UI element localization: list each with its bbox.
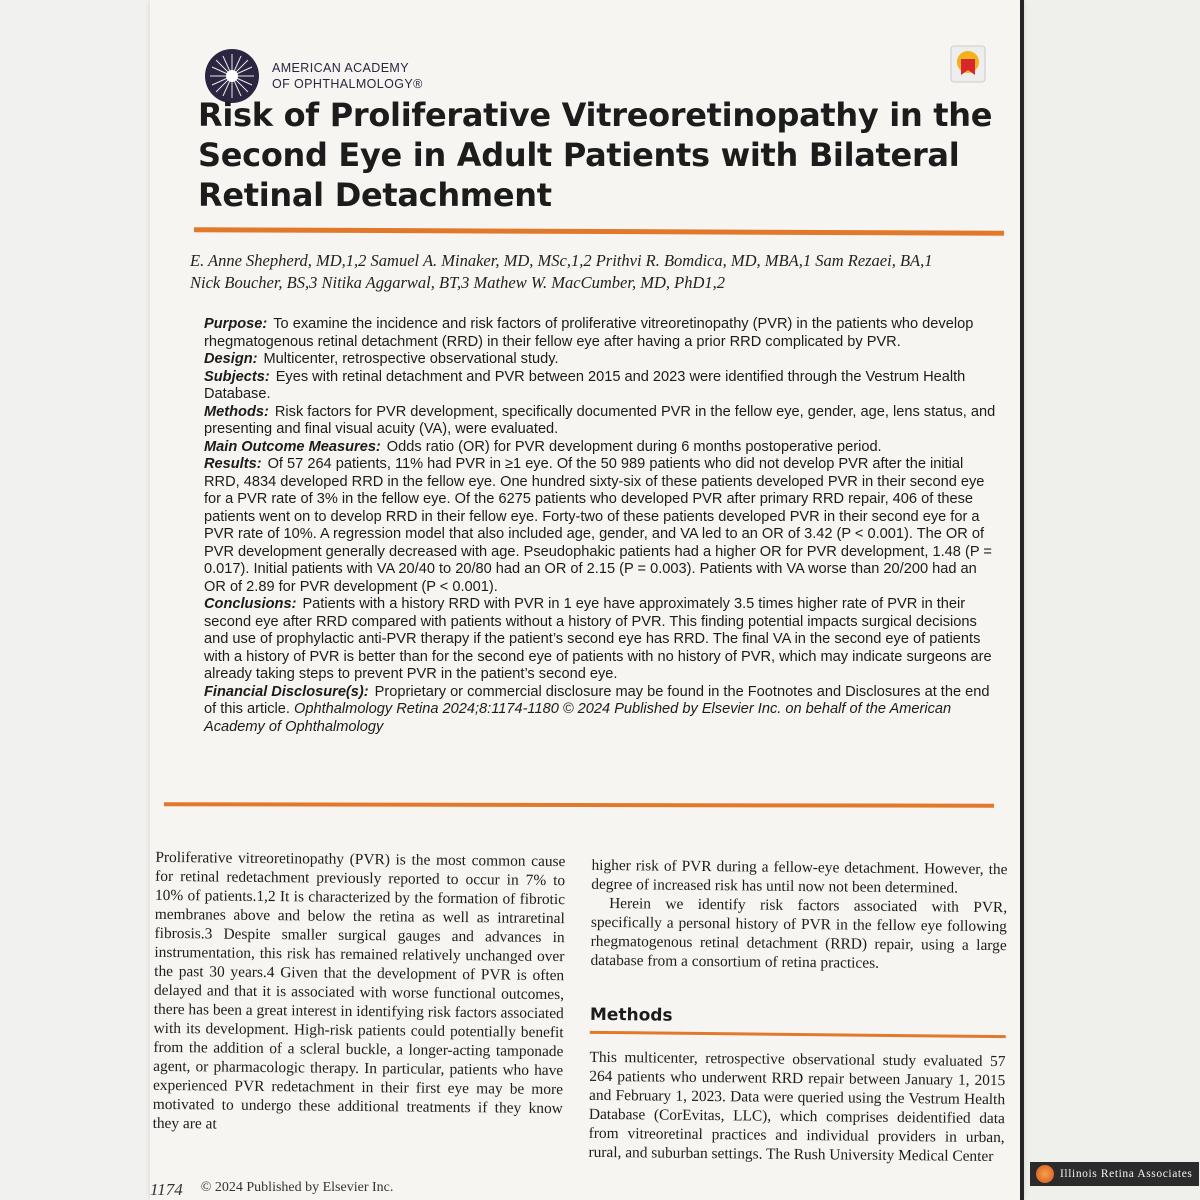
authors-line2: Nick Boucher, BS,3 Nitika Aggarwal, BT,3 Mathew W. MacCumber, MD, PhD1,2 [190,273,725,292]
methods-label: Methods: [204,403,269,420]
authors-line1: E. Anne Shepherd, MD,1,2 Samuel A. Minaker, MD, MSc,1,2 Prithvi R. Bomdica, MD, MBA,1 Sam Rezaei, BA,1 [190,251,933,270]
watermark-label: Illinois Retina Associates [1060,1168,1193,1180]
aao-name [272,60,423,92]
adjacent-page-sliver [1024,0,1200,1200]
author-list [190,250,990,294]
abstract-outcome [176,439,996,457]
subjects-text: Eyes with retinal detachment and PVR between 2015 and 2023 were identified through the Vestrum Health Database. [204,368,966,402]
results-label: Results: [204,456,262,472]
page-footer [150,1180,393,1200]
abstract-disclosure [176,684,996,737]
conclusions-text: Patients with a history RRD with PVR in 1 eye have approximately 3.5 times higher rate of PVR in their second eye after RRD compared with patients without a history of PVR. This finding potential impacts surgical decisions and use of prophylactic anti-PVR therapy if the patient’s second eye has RRD. The final VA in the second eye of patients with a history of PVR is better than for the second eye of patients with no history of PVR, which may indicate surgeons are already taking steps to prevent PVR in the patient’s second eye. [204,596,992,682]
citation: Ophthalmology Retina 2024;8:1174-1180 © 2024 Published by Elsevier Inc. on behalf of the American Academy of Ophthalmology [204,701,952,735]
methods-paragraph: This multicenter, retrospective observational study evaluated 57 264 patients who underwent RRD repair between January 1, 2015 and February 1, 2023. Data were queried using the Vestrum Health Database (CorEvitas, LLC), which comprises deidentified data from vitreoretinal practices and individual providers in urban, rural, and suburban settings. The Rush University Medical Center [588,1048,1006,1166]
crossmark-icon[interactable] [950,45,986,83]
subjects-label: Subjects: [204,368,270,385]
methods-rule [590,1031,1006,1038]
purpose-label: Purpose: [204,316,268,332]
aao-name-line1: AMERICAN ACADEMY [272,61,409,75]
abstract-subjects [176,369,996,404]
footer-copyright: © 2024 Published by Elsevier Inc. [200,1180,394,1195]
design-text: Multicenter, retrospective observational study. [263,351,559,367]
outcome-text: Odds ratio (OR) for PVR development during 6 months postoperative period. [386,438,882,455]
disclosure-text: Proprietary or commercial disclosure may be found in the Footnotes and Disclosures at the end of this article. [204,683,990,717]
design-label: Design: [204,351,258,367]
orange-rule-top [194,227,1004,236]
disclosure-label: Financial Disclosure(s): [204,683,369,700]
outcome-label: Main Outcome Measures: [204,438,381,455]
results-text: Of 57 264 patients, 11% had PVR in ≥1 eye. Of the 50 989 patients who did not develop PVR after the initial RRD, 4834 developed RRD in the fellow eye. One hundred sixty-six of these patients developed PVR in their second eye for a PVR rate of 3% in the fellow eye. Of the 6275 patients who developed PVR after primary RRD repair, 406 of these patients went on to develop RRD in their fellow eye. Forty-two of these patients developed PVR in their second eye for a PVR rate of 10%. A regression model that also included age, gender, and VA led to an OR of 3.42 (P < 0.001). The OR of PVR development generally decreased with age. Pseudophakic patients had a higher OR for PVR development, 1.48 (P = 0.017). Initial patients with VA 20/40 to 20/80 had an OR of 2.15 (P = 0.003). Patients with VA worse than 20/200 had an OR of 2.89 for PVR development (P < 0.001). [204,456,992,595]
methods-text: Risk factors for PVR development, specifically documented PVR in the fellow eye, gender, age, lens status, and presenting and final visual acuity (VA), were evaluated. [204,403,996,437]
conclusions-label: Conclusions: [204,596,297,612]
intro-paragraph: Proliferative vitreoretinopathy (PVR) is the most common cause for retinal redetachment previously reported to occur in 7% to 10% of patients.1,2 It is characterized by the formation of fibrotic membranes above and below the retina as well as intraretinal fibrosis.3 Despite smaller surgical gauges and advances in instrumentation, this risk has remained relatively unchanged over the past 30 years.4 Given that the development of PVR is often delayed and that it is associated with worse functional outcomes, there has been a great interest in identifying risk factors associated with its development. High-risk patients could potentially benefit from the addition of a scleral buckle, a longer-acting tamponade agent, or pharmacologic therapy. In particular, patients who have experienced PVR redetachment in their first eye may be more motivated to undergo these additional treatments if they know they are at [152,848,566,1133]
abstract-conclusions [176,596,996,684]
abstract-design [176,351,996,369]
abstract-purpose [176,316,996,351]
watermark-logo-icon [1036,1165,1054,1183]
page-left-margin [0,0,150,1200]
orange-rule-middle [164,802,994,807]
page-number: 1174 [150,1180,183,1199]
aao-name-line2: OF OPHTHALMOLOGY® [272,77,423,91]
article-title: Risk of Proliferative Vitreoretinopathy in the Second Eye in Adult Patients with Bilateral Retinal Detachment [198,96,993,214]
abstract-results [176,456,996,596]
herein-paragraph: Herein we identify risk factors associated with PVR, specifically a personal history of PVR in the fellow eye following rhegmatogenous retinal detachment (RRD) repair, using a large database from a consortium of retina practices. [590,895,1008,972]
watermark-badge [1030,1162,1199,1186]
purpose-text: To examine the incidence and risk factors of proliferative vitreoretinopathy (PVR) in the patients who develop rhegmatogenous retinal detachment (RRD) in their fellow eye after having a prior RRD complicated by PVR. [204,316,974,350]
journal-page [150,0,1020,1200]
body-column-left [153,848,566,1137]
body-column-right [588,856,1007,1166]
intro-paragraph-continued: higher risk of PVR during a fellow-eye detachment. However, the degree of increased risk has until now not been determined. [591,856,1008,897]
abstract [176,316,996,736]
methods-heading: Methods [589,1004,673,1026]
abstract-methods [176,404,996,439]
